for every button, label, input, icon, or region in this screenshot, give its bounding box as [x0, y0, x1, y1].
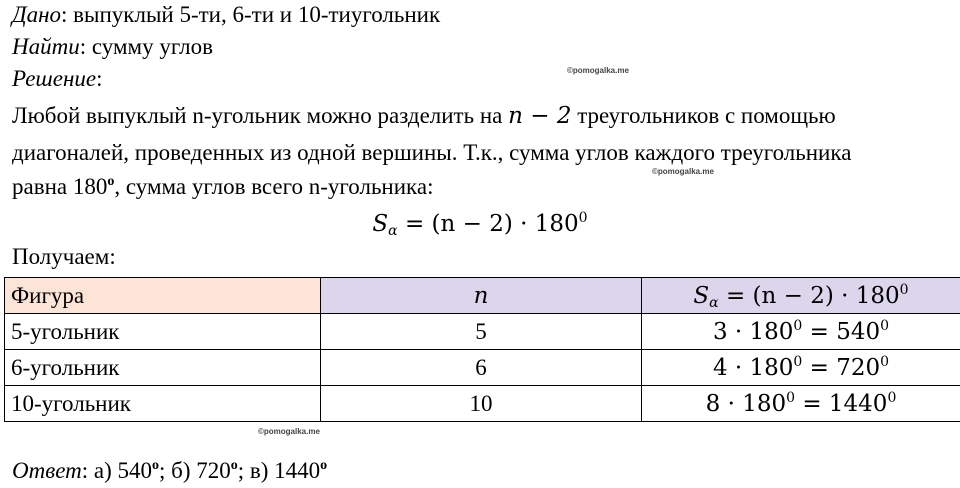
cell-sum-b: = 540	[802, 318, 881, 345]
answer-text-b: ; б) 720	[158, 458, 231, 483]
header-figure: Фигура	[5, 278, 321, 314]
paragraph-text-2: диагоналей, проведенных из одной вершины. Т.к., сумма углов каждого треугольника	[12, 140, 852, 165]
watermark-3: ©pomogalka.me	[258, 427, 320, 436]
formula-sup: 0	[578, 210, 588, 226]
given-line	[12, 0, 440, 30]
degree-mark: о	[107, 174, 115, 189]
paragraph-line-3	[12, 172, 433, 202]
cell-n: 10	[321, 386, 642, 422]
formula-rhs: = (n − 2) · 180	[397, 211, 579, 237]
cell-sup-a: 0	[793, 317, 803, 334]
result-label: Получаем:	[12, 244, 116, 269]
cell-sum	[642, 350, 960, 386]
header-n-text: n	[473, 282, 489, 309]
cell-figure: 6-угольник	[5, 350, 321, 386]
watermark-1: ©pomogalka.me	[567, 66, 629, 75]
header-sum-sup: 0	[899, 281, 909, 298]
main-formula	[0, 209, 960, 239]
paragraph-text-1b: треугольников с помощью	[571, 103, 836, 128]
header-sum-s: S	[693, 282, 710, 309]
header-sum	[642, 278, 960, 314]
formula-sub: α	[388, 223, 398, 239]
cell-figure: 10-угольник	[5, 386, 321, 422]
paragraph-text-3b: , сумма углов всего n-угольника:	[114, 174, 434, 199]
formula-s: S	[372, 211, 389, 237]
answer-text-a: : а) 540	[81, 458, 152, 483]
find-line	[12, 32, 213, 62]
find-label: Найти	[12, 34, 80, 59]
watermark-2: ©pomogalka.me	[652, 167, 714, 176]
table-header-row	[5, 278, 960, 314]
cell-sum-a: 8 · 180	[705, 390, 787, 417]
solution-label: Решение	[12, 66, 97, 91]
cell-n: 6	[321, 350, 642, 386]
cell-sup-a: 0	[793, 353, 803, 370]
cell-sum	[642, 386, 960, 422]
cell-sum	[642, 314, 960, 350]
solution-line	[12, 64, 103, 94]
cell-sum-b: = 1440	[795, 390, 888, 417]
cell-sup-b: 0	[880, 353, 890, 370]
cell-sup-b: 0	[887, 389, 897, 406]
cell-sum-a: 3 · 180	[712, 318, 794, 345]
paragraph-math: n − 2	[508, 103, 572, 129]
degree-mark: о	[151, 458, 159, 473]
cell-n: 5	[321, 314, 642, 350]
degree-mark: о	[320, 458, 328, 473]
paragraph-text-1a: Любой выпуклый n-угольник можно разделить на	[12, 103, 509, 128]
table-row	[5, 386, 960, 422]
answer-line	[12, 456, 327, 486]
cell-figure: 5-угольник	[5, 314, 321, 350]
header-n	[321, 278, 642, 314]
given-label: Дано	[12, 2, 62, 27]
answer-label: Ответ	[12, 458, 82, 483]
paragraph-line-1	[12, 101, 836, 131]
paragraph-text-3a: равна 180	[12, 174, 108, 199]
paragraph-line-2	[12, 138, 851, 168]
solution-text: :	[96, 66, 103, 91]
header-sum-rhs: = (n − 2) · 180	[718, 282, 900, 309]
cell-sum-a: 4 · 180	[712, 354, 794, 381]
cell-sup-b: 0	[880, 317, 890, 334]
degree-mark: о	[230, 458, 238, 473]
answer-text-c: ; в) 1440	[237, 458, 321, 483]
cell-sum-b: = 720	[802, 354, 881, 381]
find-text: : сумму углов	[79, 34, 213, 59]
table-row	[5, 314, 960, 350]
cell-sup-a: 0	[786, 389, 796, 406]
given-text: : выпуклый 5-ти, 6-ти и 10-тиугольник	[61, 2, 441, 27]
header-sum-sub: α	[709, 294, 719, 311]
table-row	[5, 350, 960, 386]
results-table	[4, 277, 960, 422]
